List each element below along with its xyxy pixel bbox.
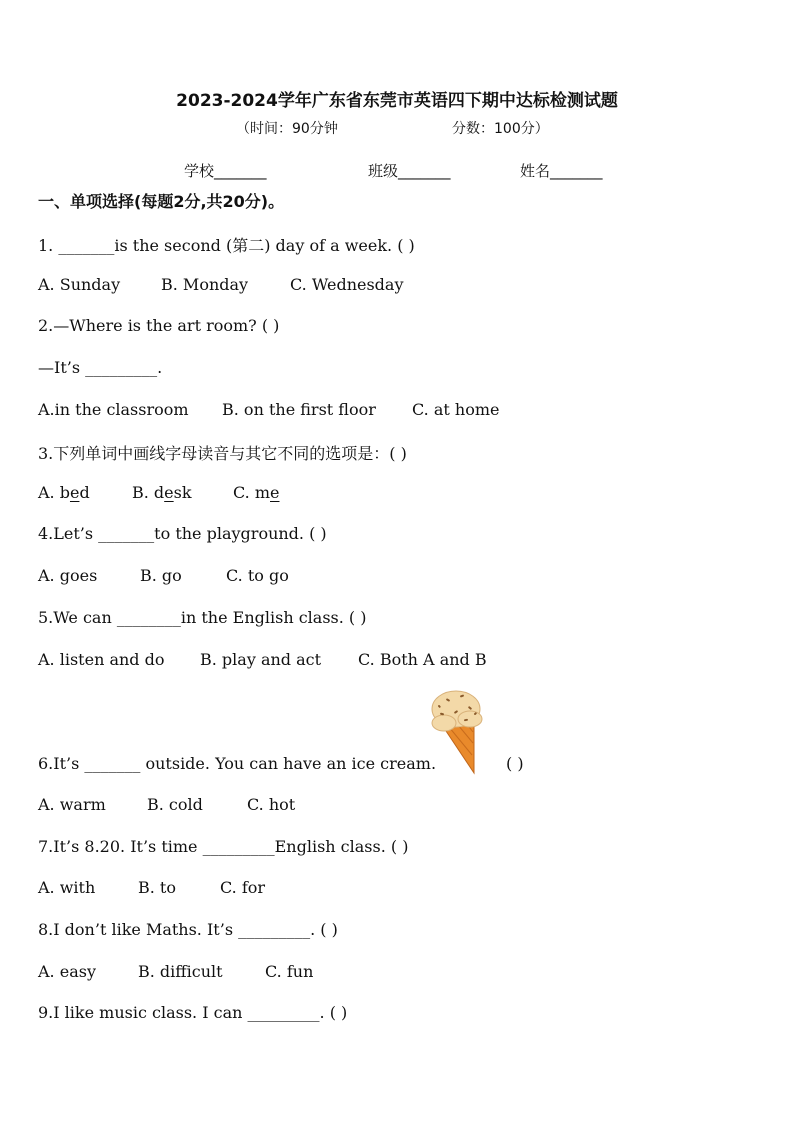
question-5: 5.We can ________in the English class. ( )	[38, 608, 367, 627]
q2-option-b: B. on the first floor	[222, 400, 376, 419]
q4-option-c: C. to go	[226, 566, 289, 585]
q7-option-c: C. for	[220, 878, 266, 897]
q8-option-b: B. difficult	[138, 962, 223, 981]
q6-option-c: C. hot	[247, 795, 296, 814]
q3-option-b: B. desk	[132, 483, 192, 502]
q1-option-c: C. Wednesday	[290, 275, 404, 294]
q5-option-b: B. play and act	[200, 650, 322, 669]
q7-option-b: B. to	[138, 878, 176, 897]
q4-option-a: A. goes	[38, 566, 98, 585]
q1-option-b: B. Monday	[161, 275, 249, 294]
question-3: 3.下列单词中画线字母读音与其它不同的选项是：( )	[38, 444, 407, 463]
question-4: 4.Let’s _______to the playground. ( )	[38, 524, 327, 543]
q1-option-a: A. Sunday	[38, 275, 121, 294]
q6-answer-paren: ( )	[506, 754, 524, 773]
name-field: 姓名_______	[520, 162, 603, 180]
question-9: 9.I like music class. I can _________. ( )	[38, 1003, 348, 1022]
q7-option-a: A. with	[38, 878, 96, 897]
exam-score: 分数：100分）	[452, 121, 549, 137]
question-8: 8.I don’t like Maths. It’s _________. ( )	[38, 920, 338, 939]
question-7: 7.It’s 8.20. It’s time _________English class. ( )	[38, 837, 409, 856]
q3-option-a: A. bed	[38, 483, 90, 502]
question-1: 1. _______is the second (第二) day of a week. ( )	[38, 236, 415, 255]
school-field: 学校_______	[184, 162, 267, 180]
class-field: 班级_______	[368, 162, 451, 180]
q8-option-c: C. fun	[265, 962, 314, 981]
section-title: 一、单项选择(每题2分,共20分)。	[38, 192, 285, 211]
question-6: 6.It’s _______ outside. You can have an ice cream.	[38, 754, 437, 773]
q5-option-c: C. Both A and B	[358, 650, 487, 669]
q3-option-c: C. me	[233, 483, 280, 502]
question-2: 2.—Where is the art room? ( )	[38, 316, 280, 335]
q2-option-c: C. at home	[412, 400, 500, 419]
question-2-answer-line: —It’s _________.	[38, 358, 163, 377]
q8-option-a: A. easy	[38, 962, 96, 981]
q6-option-b: B. cold	[147, 795, 203, 814]
q6-option-a: A. warm	[38, 795, 106, 814]
q2-option-a: A.in the classroom	[38, 400, 189, 419]
q5-option-a: A. listen and do	[38, 650, 165, 669]
exam-time: （时间：90分钟	[236, 121, 338, 137]
q4-option-b: B. go	[140, 566, 182, 585]
page-title: 2023-2024学年广东省东莞市英语四下期中达标检测试题	[176, 91, 618, 111]
